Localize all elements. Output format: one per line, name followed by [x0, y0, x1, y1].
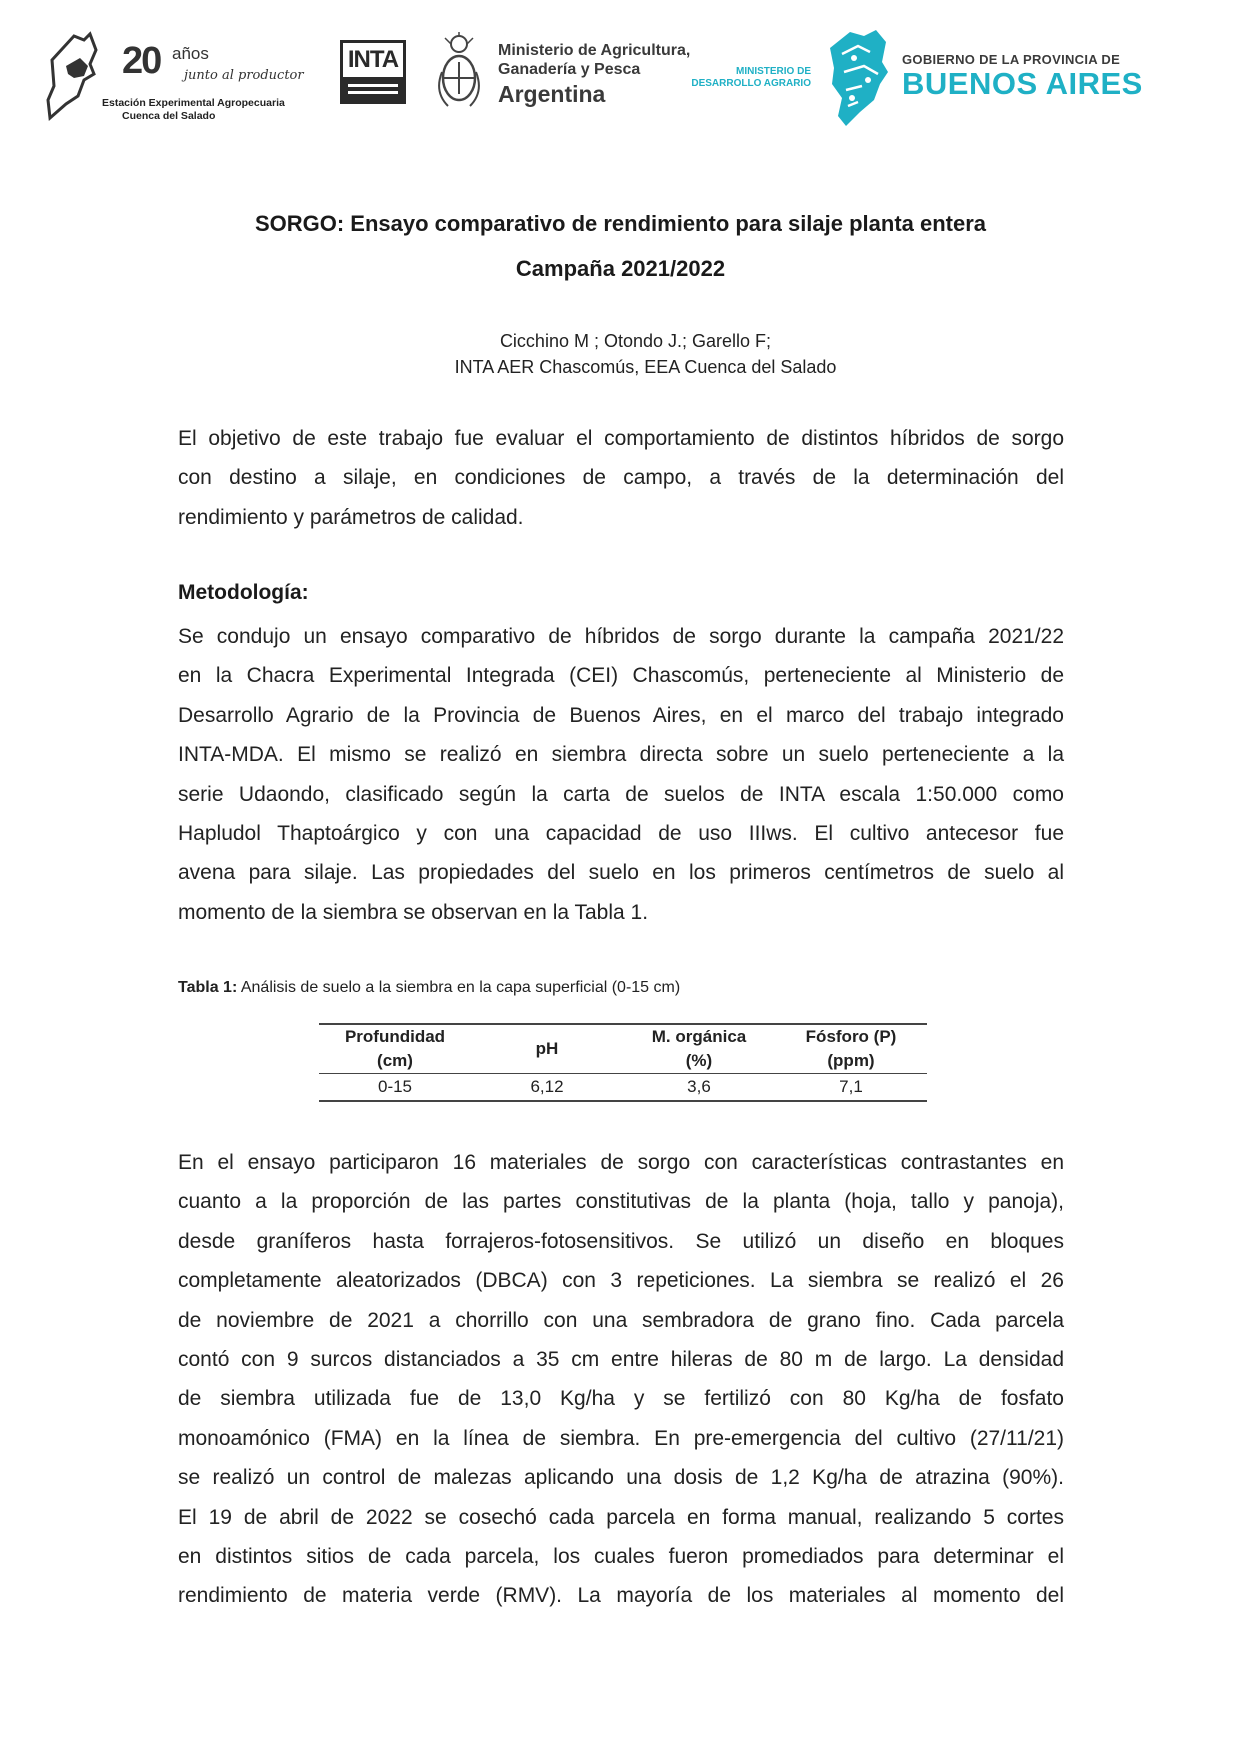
text-line: momento de la siembra se observan en la Tabla 1. — [178, 900, 649, 924]
author-names: Cicchino M ; Otondo J.; Garello F; — [499, 331, 772, 351]
eea-name-line2: Cuenca del Salado — [122, 110, 216, 122]
col-header-materia-organica: M. orgánica (%) — [651, 1027, 747, 1070]
buenos-aires-province-map-icon — [824, 28, 894, 128]
table1-caption — [178, 979, 680, 997]
text-line: serie Udaondo, clasificado según la carta de suelos de INTA escala 1:50.000 como — [178, 782, 1064, 806]
col-header-fosforo: Fósforo (P) (ppm) — [805, 1027, 897, 1070]
text-line: rendimiento de materia verde (RMV). La mayoría de los materiales al momento del — [178, 1584, 1064, 1608]
text-line: de siembra utilizada fue de 13,0 Kg/ha y se fertilizó con 80 Kg/ha de fosfato — [178, 1387, 1064, 1411]
pba-line2: BUENOS AIRES — [902, 66, 1143, 101]
inta-logo-stripe — [348, 91, 398, 94]
table-cell: 6,12 — [530, 1077, 564, 1096]
methodology-heading: Metodología: — [178, 581, 309, 604]
eea-tagline: junto al productor — [184, 68, 304, 83]
table-cell: 3,6 — [687, 1077, 711, 1096]
table1-caption-label: Tabla 1: — [178, 979, 238, 996]
text-line: avena para silaje. Las propiedades del suelo en los primeros centímetros de suelo al — [178, 861, 1064, 885]
text-line: En el ensayo participaron 16 materiales de sorgo con características contrastantes en — [178, 1151, 1064, 1174]
gobierno-buenos-aires-logo — [902, 52, 1222, 112]
text-line: Desarrollo Agrario de la Provincia de Buenos Aires, en el marco del trabajo integrado — [178, 703, 1064, 727]
text-line: INTA-MDA. El mismo se realizó en siembra directa sobre un suelo perteneciente a la — [178, 743, 1064, 767]
intro-paragraph — [178, 419, 1064, 537]
argentina-coat-of-arms-icon — [434, 32, 484, 112]
table-header-row — [319, 1024, 927, 1074]
text-line: El objetivo de este trabajo fue evaluar el comportamiento de distintos híbridos de sorgo — [178, 427, 1064, 450]
methodology-paragraph — [178, 617, 1064, 932]
header-logos — [44, 28, 1219, 140]
author-affiliation: INTA AER Chascomús, EEA Cuenca del Salado — [454, 357, 837, 377]
trial-paragraph — [178, 1143, 1064, 1616]
soil-analysis-table — [319, 1023, 927, 1102]
inta-logo-stripe — [348, 84, 398, 87]
pba-line1: GOBIERNO DE LA PROVINCIA DE — [902, 52, 1121, 67]
col-header-ph: pH — [535, 1039, 559, 1058]
col-header-profundidad: Profundidad (cm) — [344, 1027, 446, 1070]
text-line: con destino a silaje, en condiciones de campo, a través de la determinación del — [178, 466, 1064, 490]
ministerio-name-line2: Ganadería y Pesca — [498, 61, 641, 78]
text-line: de noviembre de 2021 a chorrillo con una sembradora de grano fino. Cada parcela — [178, 1308, 1064, 1332]
inta-logo — [340, 40, 406, 104]
eea-cuenca-del-salado-logo — [44, 30, 319, 130]
document-title: SORGO: Ensayo comparativo de rendimiento para silaje planta entera — [254, 211, 987, 236]
text-line: se realizó un control de malezas aplicando una dosis de 1,2 Kg/ha de atrazina (90%). — [178, 1466, 1064, 1490]
text-line: monoamónico (FMA) en la línea de siembra. En pre-emergencia del cultivo (27/11/21) — [178, 1426, 1064, 1450]
buenos-aires-map-icon — [44, 30, 114, 125]
mda-line2: DESARROLLO AGRARIO — [691, 78, 811, 89]
table1-caption-text: Análisis de suelo a la siembra en la capa superficial (0-15 cm) — [237, 979, 681, 996]
text-line: contó con 9 surcos distanciados a 35 cm entre hileras de 80 m de largo. La densidad — [178, 1347, 1064, 1371]
text-line: desde graníferos hasta forrajeros-fotosensitivos. Se utilizó un diseño en bloques — [178, 1229, 1064, 1253]
mda-line1: MINISTERIO DE — [735, 66, 811, 77]
ministerio-name-line1: Ministerio de Agricultura, — [498, 42, 691, 59]
text-line: Se condujo un ensayo comparativo de híbridos de sorgo durante la campaña 2021/22 — [178, 625, 1064, 648]
text-line: cuanto a la proporción de las partes constitutivas de la planta (hoja, tallo y panoja), — [178, 1190, 1064, 1214]
eea-name-line1: Estación Experimental Agropecuaria — [102, 97, 285, 109]
document-subtitle: Campaña 2021/2022 — [515, 256, 726, 281]
eea-anos-label: años — [172, 44, 209, 63]
eea-anniversary-number: 20 — [122, 40, 161, 82]
inta-logo-text: INTA — [343, 43, 403, 77]
table-row — [319, 1074, 927, 1102]
table-cell: 7,1 — [839, 1077, 863, 1096]
text-line: Hapludol Thaptoárgico y con una capacidad de uso IIIws. El cultivo antecesor fue — [178, 821, 1064, 845]
table-cell: 0-15 — [377, 1077, 413, 1096]
text-line: en la Chacra Experimental Integrada (CEI) Chascomús, perteneciente al Ministerio de — [178, 664, 1064, 688]
ministerio-country: Argentina — [498, 81, 606, 107]
text-line: El 19 de abril de 2022 se cosechó cada parcela en forma manual, realizando 5 cortes — [178, 1505, 1064, 1529]
text-line: completamente aleatorizados (DBCA) con 3 repeticiones. La siembra se realizó el 26 — [178, 1269, 1064, 1293]
text-line: rendimiento y parámetros de calidad. — [178, 505, 524, 529]
ministerio-desarrollo-agrario-logo — [689, 66, 811, 106]
text-line: en distintos sitios de cada parcela, los cuales fueron promediados para determinar el — [178, 1544, 1064, 1568]
